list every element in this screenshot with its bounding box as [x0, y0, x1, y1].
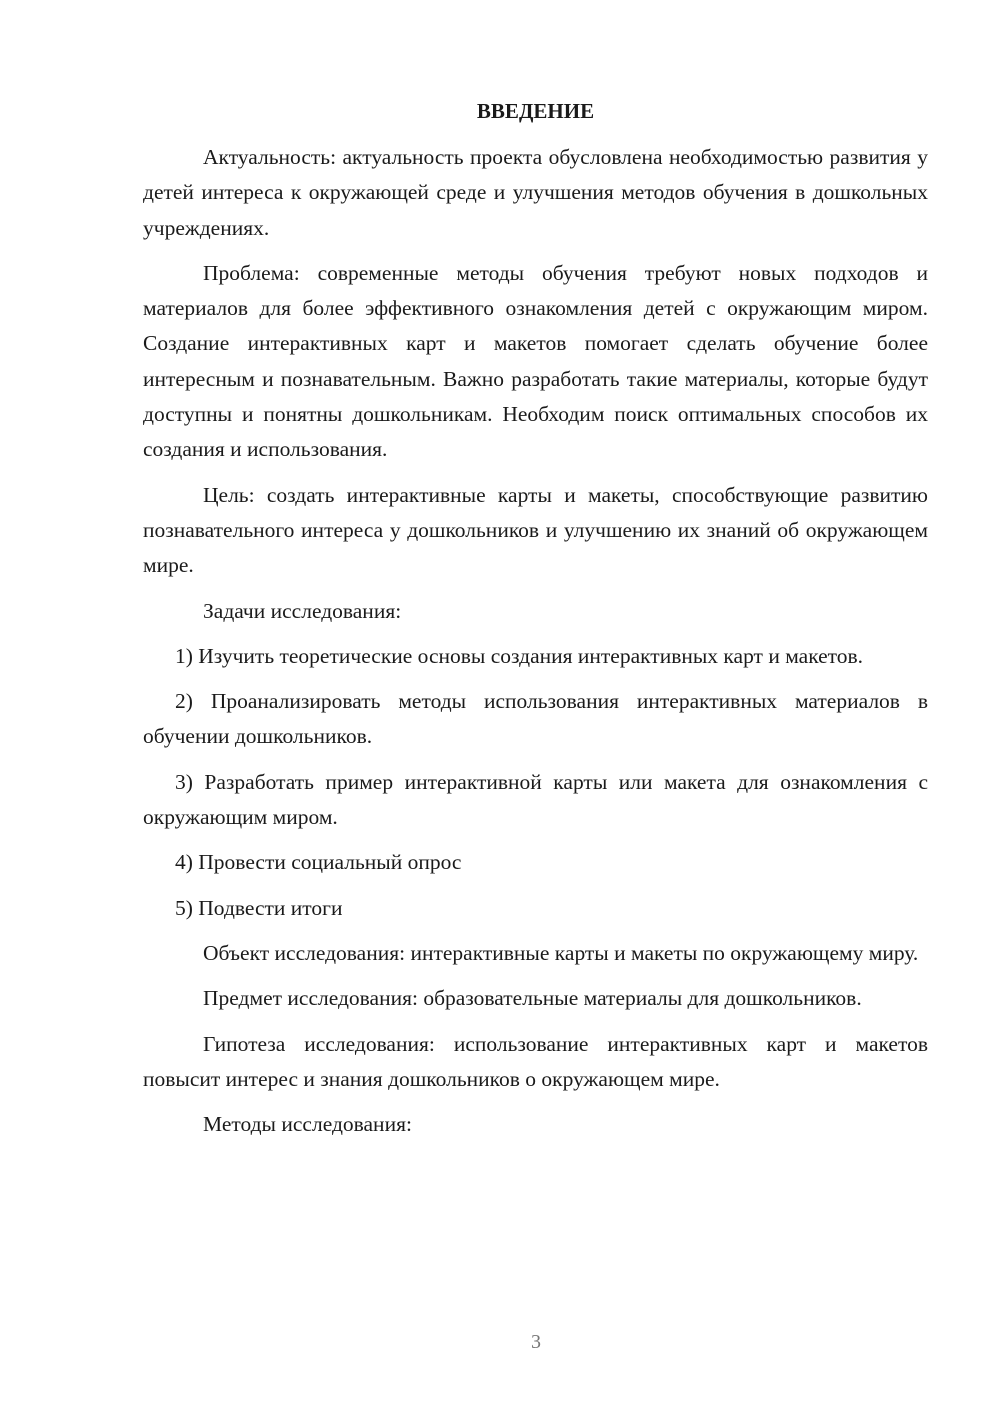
section-title: ВВЕДЕНИЕ — [476, 99, 595, 123]
paragraph-relevance: Актуальность: актуальность проекта обусловлена необходимостью развития у детей интереса к окружающей среде и улучшения методов обучения в дошкольных учреждениях. — [143, 145, 928, 240]
paragraph-goal: Цель: создать интерактивные карты и макеты, способствующие развитию познавательного интереса у дошкольников и улучшению их знаний об окружающем мире. — [143, 482, 928, 578]
paragraph-problem: Проблема: современные методы обучения требуют новых подходов и материалов для более эффективного ознакомления детей с окружающим миром. Создание интерактивных карт и макетов помогает сделать обучение более интересным и познавательным. Важно разработать такие материалы, которые будут доступны и понятны дошкольникам. Необходим поиск оптимальных способов их создания и использования. — [143, 260, 928, 462]
paragraph-tasks-heading: Задачи исследования: — [203, 598, 402, 623]
paragraph-hypothesis: Гипотеза исследования: использование интерактивных карт и макетов повысит интерес и знания дошкольников о окружающем мире. — [143, 1031, 928, 1091]
task-item-5: 5) Подвести итоги — [175, 895, 343, 920]
document-page — [143, 94, 928, 1152]
paragraph-object: Объект исследования: интерактивные карты и макеты по окружающему миру. — [203, 940, 919, 965]
task-item-2: 2) Проанализировать методы использования интерактивных материалов в обучении дошкольников. — [143, 689, 928, 749]
paragraph-subject: Предмет исследования: образовательные материалы для дошкольников. — [203, 986, 862, 1011]
task-item-1: 1) Изучить теоретические основы создания интерактивных карт и макетов. — [175, 643, 864, 668]
page-number: 3 — [531, 1331, 541, 1353]
paragraph-methods: Методы исследования: — [203, 1112, 412, 1137]
task-item-4: 4) Провести социальный опрос — [175, 850, 462, 875]
task-item-3: 3) Разработать пример интерактивной карты или макета для ознакомления с окружающим миром. — [143, 769, 928, 830]
